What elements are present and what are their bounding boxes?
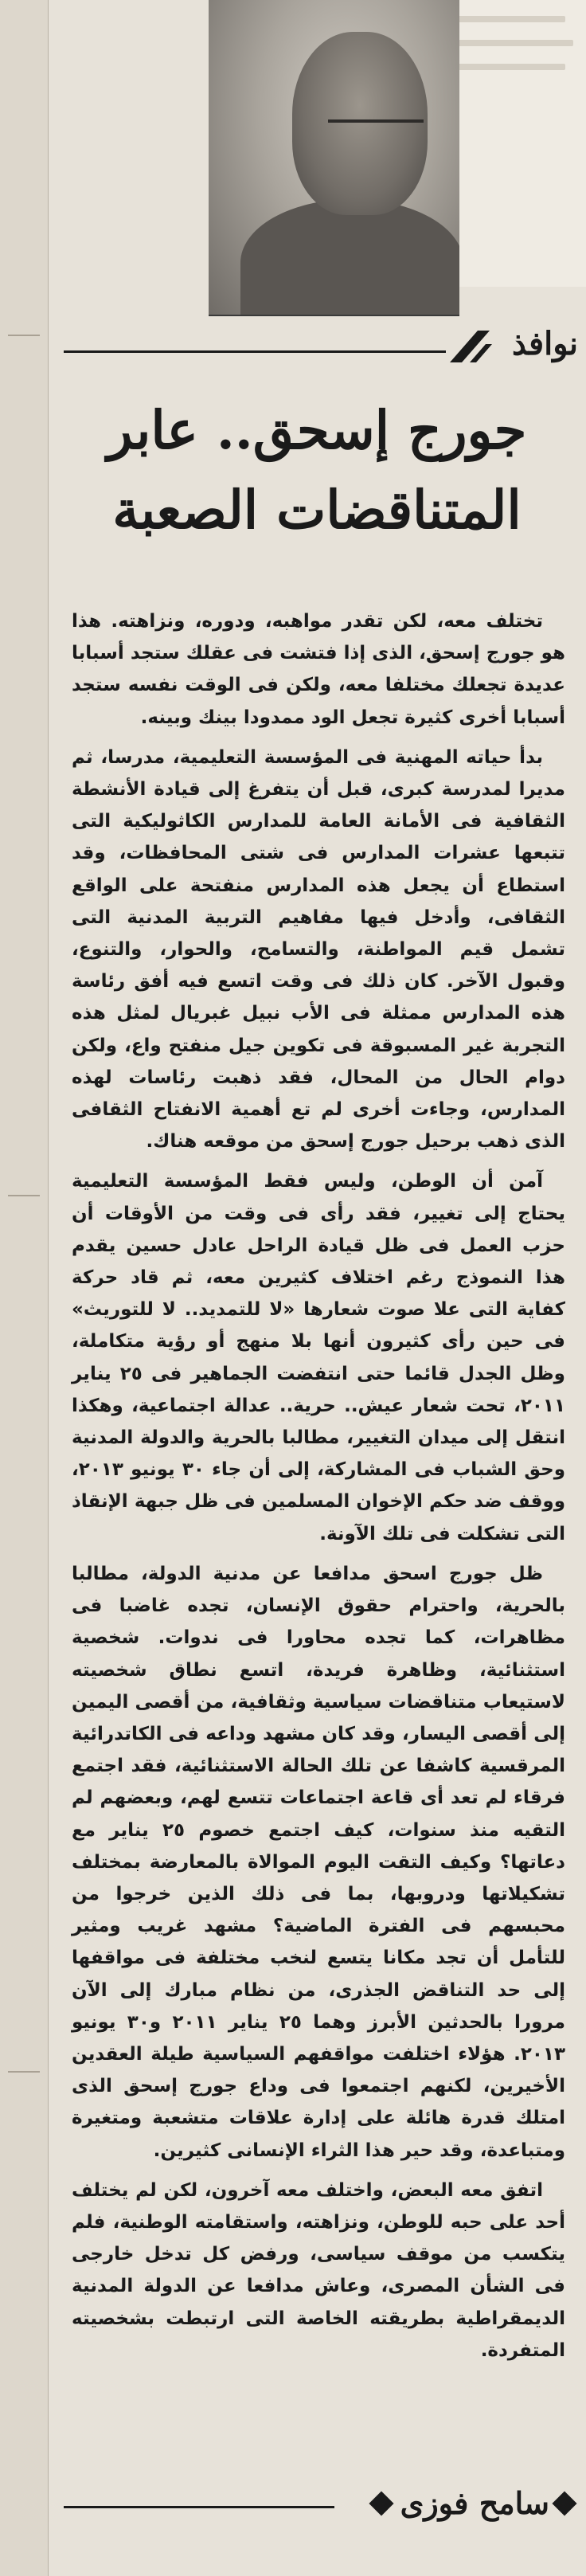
byline-rule — [64, 2506, 334, 2508]
strip-rule — [8, 2071, 40, 2073]
section-label: نوافذ — [511, 325, 578, 362]
paragraph: بدأ حياته المهنية فى المؤسسة التعليمية، مدرسا، ثم مديرا لمدرسة كبرى، قبل أن يتفرغ إلى قيادة الأنشطة الثقافية فى الأمانة العامة للمدارس الكاثوليكية التى تتبعها عشرات المدارس فى شتى المحافظات، وقد استطاع أن يجعل هذه المدارس منفتحة على الواقع الثقافى، وأدخل فيها مفاهيم التربية المدنية التى تشمل قيم المواطنة، والتسامح، والحوار، والتنوع، وقبول الآخر. كان ذلك فى وقت اتسع فيه أفق رئاسة هذه المدارس ممثلة فى الأب نبيل غبريال لمثل هذه التجربة غير المسبوقة فى تكوين جيل منفتح واع، ولكن دوام الحال من المحال، فقد ذهبت رئاسات لهذه المدارس، وجاءت أخرى لم تع أهمية الانفتاح الثقافى الذى ذهب برحيل جورج إسحق من موقعه هناك. — [72, 746, 565, 1153]
article-headline — [48, 390, 586, 566]
paragraph: تختلف معه، لكن تقدر مواهبه، ودوره، ونزاهته. هذا هو جورج إسحق، الذى إذا فتشت فى عقلك ستجد أسبابا عديدة تجعلك مختلفا معه، ولكن فى الوقت نفسه ستجد أسبابا أخرى كثيرة تجعل الود ممدودا بينك وبينه. — [72, 611, 565, 728]
adjacent-column-strip — [0, 0, 49, 2576]
byline — [48, 2477, 573, 2549]
author-name: سامح فوزى — [400, 2485, 549, 2521]
banner-rule — [64, 350, 446, 353]
swoosh-icon — [446, 327, 494, 366]
diamond-icon — [552, 2491, 576, 2515]
diamond-icon — [369, 2491, 393, 2515]
paragraph: اتفق معه البعض، واختلف معه آخرون، لكن لم يختلف أحد على حبه للوطن، ونزاهته، واستقامته الوطنية، فلم يتكسب من موقف سياسى، ورفض كل تدخل خارجى فى الشأن المصرى، وعاش مدافعا عن الدولة المدنية الديمقراطية بطريقته الخاصة التى ارتبطت بشخصيته المتفردة. — [72, 2179, 565, 2361]
strip-rule — [8, 335, 40, 336]
headline-line-1: جورج إسحق.. عابر — [107, 399, 527, 461]
photo-shoulders — [240, 199, 459, 316]
paragraph: ظل جورج اسحق مدافعا عن مدنية الدولة، مطالبا بالحرية، واحترام حقوق الإنسان، تجده غاضبا فى مظاهرات، كما تجده محاورا فى ندوات. شخصية استثنائية، وظاهرة فريدة، اتسع نطاق شخصيته لاستيعاب متناقضات سياسية وثقافية، من أقصى اليمين إلى أقصى اليسار، وقد كان مشهد وداعه فى الكاتدرائية المرقسية كاشفا عن تلك الحالة الاستثنائية، فقد اجتمع فرقاء لم تعد أى قاعة اجتماعات تتسع لهم، وبعضهم لم التقيه منذ سنوات، كيف اجتمع خصوم ٢٥ يناير مع دعاتها؟ وكيف التقت اليوم الموالاة بالمعارضة بمختلف تشكيلاتها ودروبها، بما فى ذلك الذين خرجوا من محبسهم فى الفترة الماضية؟ مشهد غريب ومثير للتأمل أن تجد مكانا يتسع لنخب مختلفة فى مواقفها إلى حد التناقض الجذرى، من نظام مبارك إلى الآن مرورا بالحدثين الأبرز وهما ٢٥ يناير ٢٠١١ و٣٠ يونيو ٢٠١٣. هؤلاء اختلفت مواقفهم السياسية طيلة العقدين الأخيرين، لكنهم اجتمعوا فى وداع جورج إسحق الذى امتلك قدرة هائلة على إدارة علاقات متشعبة ومتغيرة ومتباعدة، وقد حير هذا الثراء الإنسانى كثيرين. — [72, 1563, 565, 2161]
strip-rule — [8, 1195, 40, 1196]
headline-line-2: المتناقضات الصعبة — [112, 479, 522, 541]
author-photo — [209, 0, 459, 316]
photo-glasses — [328, 119, 424, 143]
section-banner — [48, 319, 586, 382]
paragraph: آمن أن الوطن، وليس فقط المؤسسة التعليمية يحتاج إلى تغيير، فقد رأى فى وقت من الأوقات أن حزب العمل فى ظل قيادة الراحل عادل حسين يقدم هذا النموذج رغم اختلاف كثيرين معه، ثم قاد حركة كفاية التى علا صوت شعارها «لا للتمديد.. لا للتوريث» فى حين رأى كثيرون أنها بلا منهج أو رؤية متكاملة، وظل الجدل قائما حتى انتفضت الجماهير فى ٢٥ يناير ٢٠١١، تحت شعار عيش.. حرية.. عدالة اجتماعية، وهكذا انتقل إلى ميدان التغيير، مطالبا بالحرية والدولة المدنية وحق الشباب فى المشاركة، إلى أن جاء ٣٠ يونيو ٢٠١٣، ووقف ضد حكم الإخوان المسلمين فى ظل جبهة الإنقاذ التى تشكلت فى تلك الآونة. — [72, 1171, 565, 1544]
article-body — [72, 605, 565, 2390]
